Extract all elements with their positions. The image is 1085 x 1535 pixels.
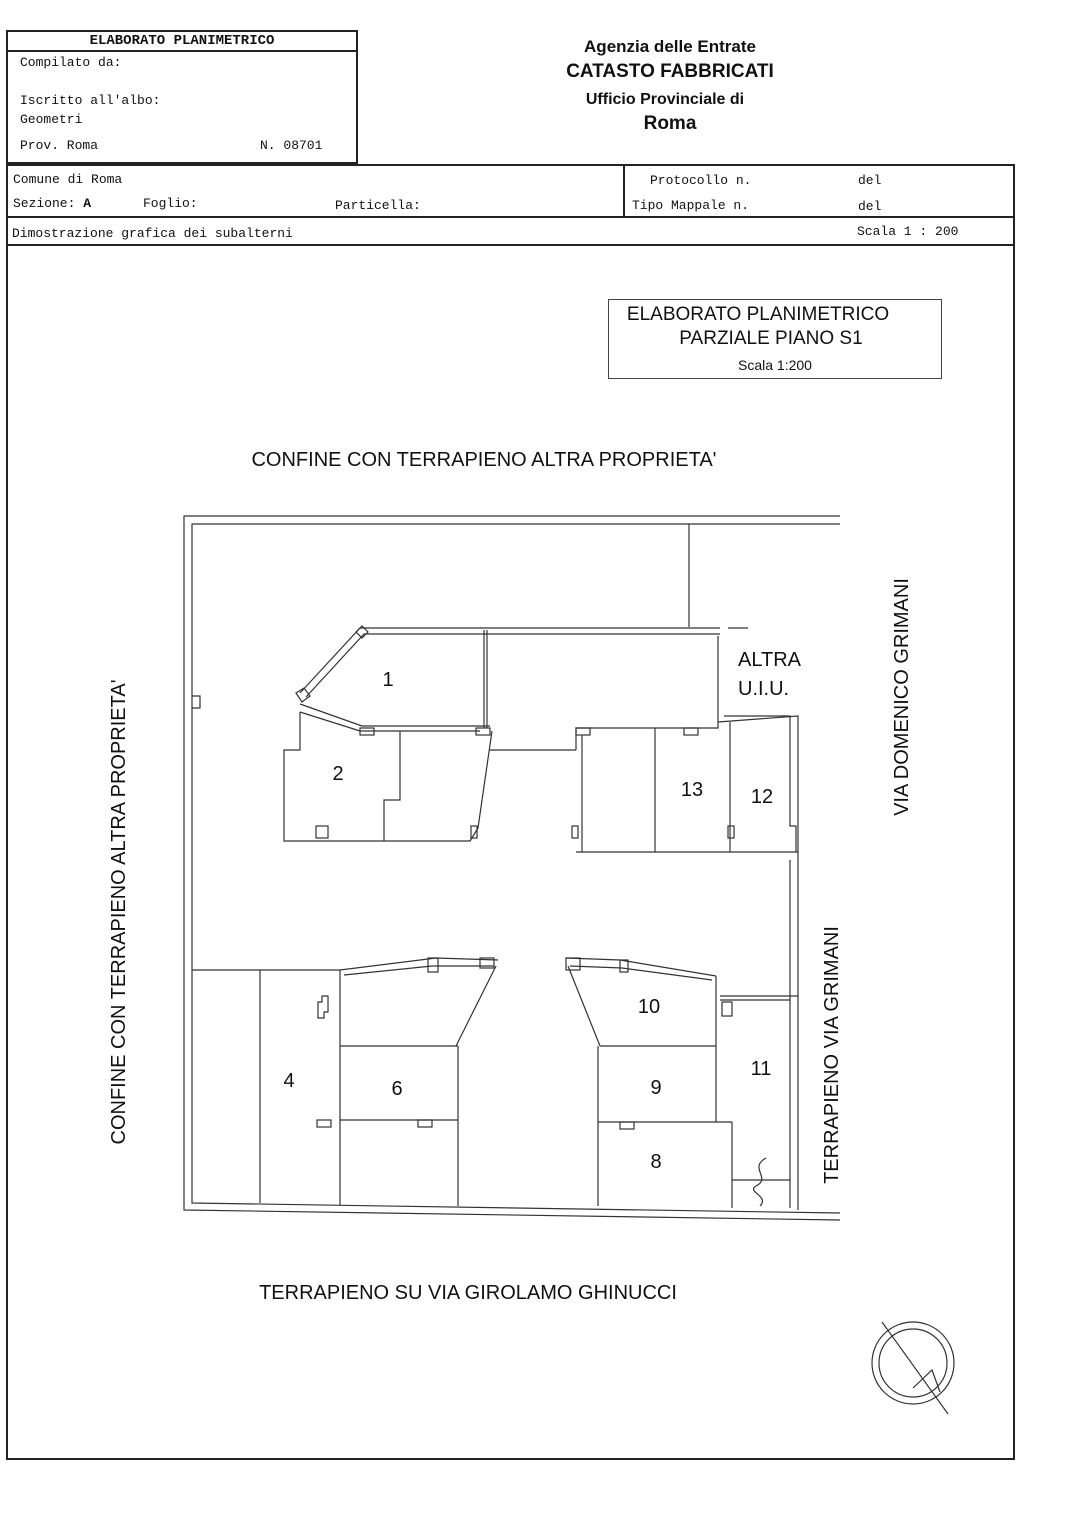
door-6c xyxy=(418,1120,432,1127)
door-10b xyxy=(620,960,628,972)
door-13b xyxy=(684,728,698,735)
right-block-wall xyxy=(576,636,718,750)
door-4a xyxy=(317,1120,331,1127)
boundary-right-lower-label: TERRAPIENO VIA GRIMANI xyxy=(821,926,843,1184)
unit-6-top-inner xyxy=(344,966,494,975)
title-block-line2: PARZIALE PIANO S1 xyxy=(679,328,863,349)
albo-value: Geometri xyxy=(20,112,83,127)
unit-6-slant xyxy=(456,966,496,1046)
citta-title: Roma xyxy=(643,113,697,134)
ufficio-title: Ufficio Provinciale di xyxy=(585,91,745,108)
boundary-top-label: CONFINE CON TERRAPIENO ALTRA PROPRIETA' xyxy=(251,449,717,471)
unit-1-bottom-wall-inner xyxy=(300,712,480,731)
unit-13-label: 13 xyxy=(680,779,704,801)
door-10a xyxy=(566,958,580,970)
unit-9-label: 9 xyxy=(650,1077,662,1099)
boundary-right-upper-label: VIA DOMENICO GRIMANI xyxy=(891,578,913,816)
altra-line2: U.I.U. xyxy=(738,678,790,700)
unit-12-label: 12 xyxy=(750,786,774,808)
unit-1-bottom-wall xyxy=(300,704,490,726)
altra-line1: ALTRA xyxy=(738,649,801,671)
prov-value: Prov. Roma xyxy=(20,138,99,153)
sezione-key: Sezione: xyxy=(13,196,76,211)
door-13c xyxy=(572,826,578,838)
protocollo-label: Protocollo n. xyxy=(650,173,752,188)
iscritto-label: Iscritto all'albo: xyxy=(20,93,161,108)
unit-6-label: 6 xyxy=(391,1078,403,1100)
catasto-title: CATASTO FABBRICATI xyxy=(566,61,774,82)
title-block-line1: ELABORATO PLANIMETRICO xyxy=(626,304,890,325)
door-8a xyxy=(620,1122,634,1129)
door-11 xyxy=(722,1002,732,1016)
unit-10-slant xyxy=(568,966,600,1046)
unit-1-label: 1 xyxy=(382,669,394,691)
outer-wall-inner xyxy=(192,524,840,1213)
unit-2-label: 2 xyxy=(332,763,344,785)
north-arrow-icon xyxy=(872,1322,954,1414)
tipo-del-label: del xyxy=(858,199,882,214)
compilato-label: Compilato da: xyxy=(20,55,122,70)
door-12 xyxy=(728,826,734,838)
agenzia-title: Agenzia delle Entrate xyxy=(584,37,756,56)
left-wall-niche xyxy=(192,696,200,708)
unit-12-wall-inner xyxy=(724,716,796,852)
stair-break xyxy=(754,1158,766,1206)
protocollo-del-label: del xyxy=(858,173,882,188)
outer-wall xyxy=(184,516,840,1220)
comune-label: Comune di Roma xyxy=(13,172,123,187)
title-block-scale: Scala 1:200 xyxy=(738,357,812,373)
registration-number: N. 08701 xyxy=(260,138,323,153)
unit-4-label: 4 xyxy=(283,1070,295,1092)
tipo-mappale-label: Tipo Mappale n. xyxy=(632,198,750,213)
door-2a xyxy=(316,826,328,838)
unit-2-interior xyxy=(384,731,400,841)
unit-6-top xyxy=(340,958,498,970)
door-4b xyxy=(318,996,328,1018)
scala-label: Scala 1 : 200 xyxy=(857,224,959,239)
unit-8-label: 8 xyxy=(650,1151,662,1173)
door-13a xyxy=(576,728,590,735)
boundary-bottom-label: TERRAPIENO SU VIA GIROLAMO GHINUCCI xyxy=(259,1282,677,1304)
door-6a xyxy=(428,958,438,972)
boundary-left-label: CONFINE CON TERRAPIENO ALTRA PROPRIETA' xyxy=(108,679,130,1145)
foglio-label: Foglio: xyxy=(143,196,198,211)
sezione-value: A xyxy=(83,196,92,211)
unit-11-label: 11 xyxy=(750,1058,772,1080)
unit-1-top-wall-inner xyxy=(306,634,720,697)
header-left-title: ELABORATO PLANIMETRICO xyxy=(89,33,275,49)
unit-10-label: 10 xyxy=(637,996,661,1018)
particella-label: Particella: xyxy=(335,198,421,213)
unit-10-top-inner xyxy=(570,966,712,980)
dimostrazione-label: Dimostrazione grafica dei subalterni xyxy=(12,226,293,241)
